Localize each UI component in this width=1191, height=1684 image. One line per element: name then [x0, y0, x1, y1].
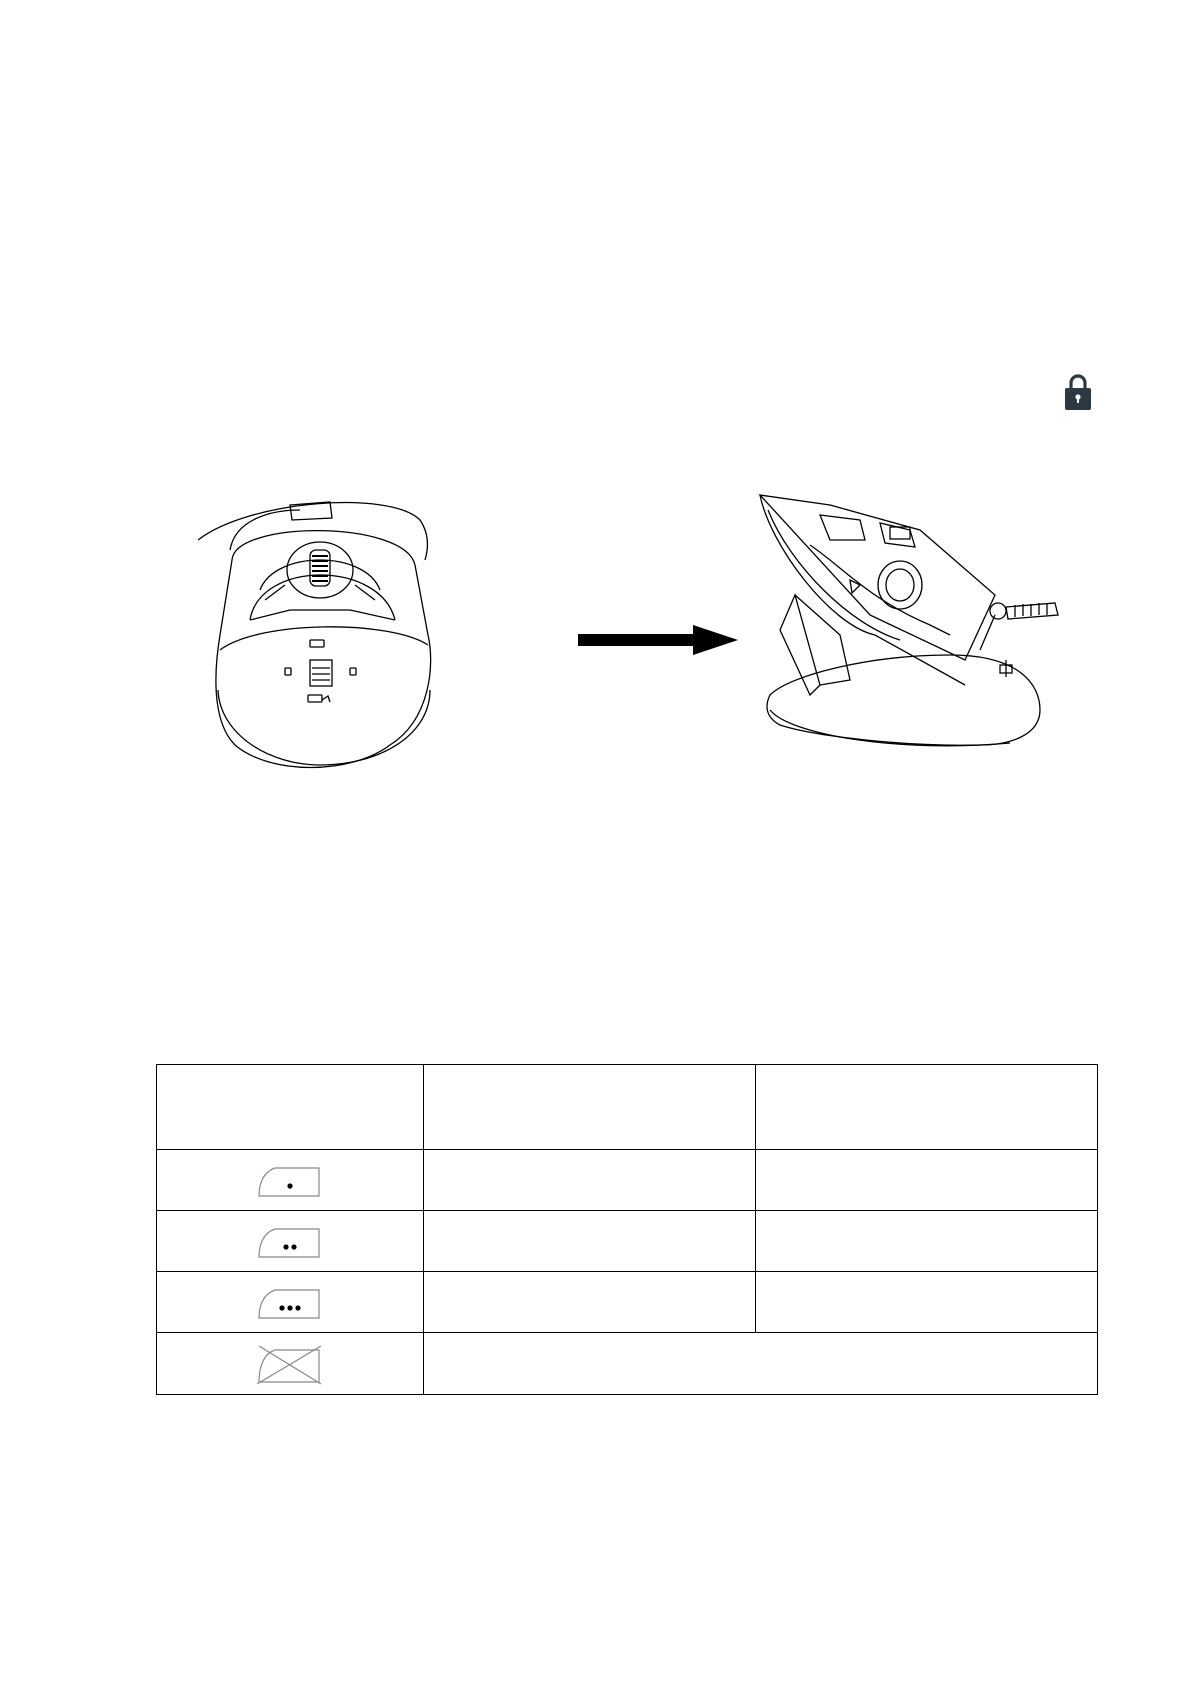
symbol-cell: [157, 1333, 424, 1395]
iron-two-dots-icon: [255, 1221, 325, 1261]
table-cell: [424, 1150, 756, 1211]
table-cell: [756, 1211, 1098, 1272]
iron-one-dot-icon: [255, 1160, 325, 1200]
header-cell: [756, 1065, 1098, 1150]
table-row: [157, 1150, 1098, 1211]
table-cell: [756, 1150, 1098, 1211]
header-cell: [157, 1065, 424, 1150]
table-row: [157, 1211, 1098, 1272]
do-not-iron-icon: [255, 1342, 325, 1386]
temperature-setting-table: [156, 1064, 1098, 1395]
table-header-row: [157, 1065, 1098, 1150]
table-cell: [756, 1272, 1098, 1333]
iron-base-underside-illustration: [190, 490, 450, 780]
iron-three-dots-icon: [255, 1282, 325, 1322]
table-cell: [424, 1211, 756, 1272]
right-arrow-icon: [578, 625, 738, 655]
table-cell: [424, 1272, 756, 1333]
symbol-cell: [157, 1211, 424, 1272]
table-cell-merged: [424, 1333, 1098, 1395]
symbol-cell: [157, 1272, 424, 1333]
header-cell: [424, 1065, 756, 1150]
iron-on-base-illustration: [750, 485, 1090, 805]
symbol-cell: [157, 1150, 424, 1211]
lock-icon: [1063, 373, 1093, 411]
table-row: [157, 1272, 1098, 1333]
table-row: [157, 1333, 1098, 1395]
